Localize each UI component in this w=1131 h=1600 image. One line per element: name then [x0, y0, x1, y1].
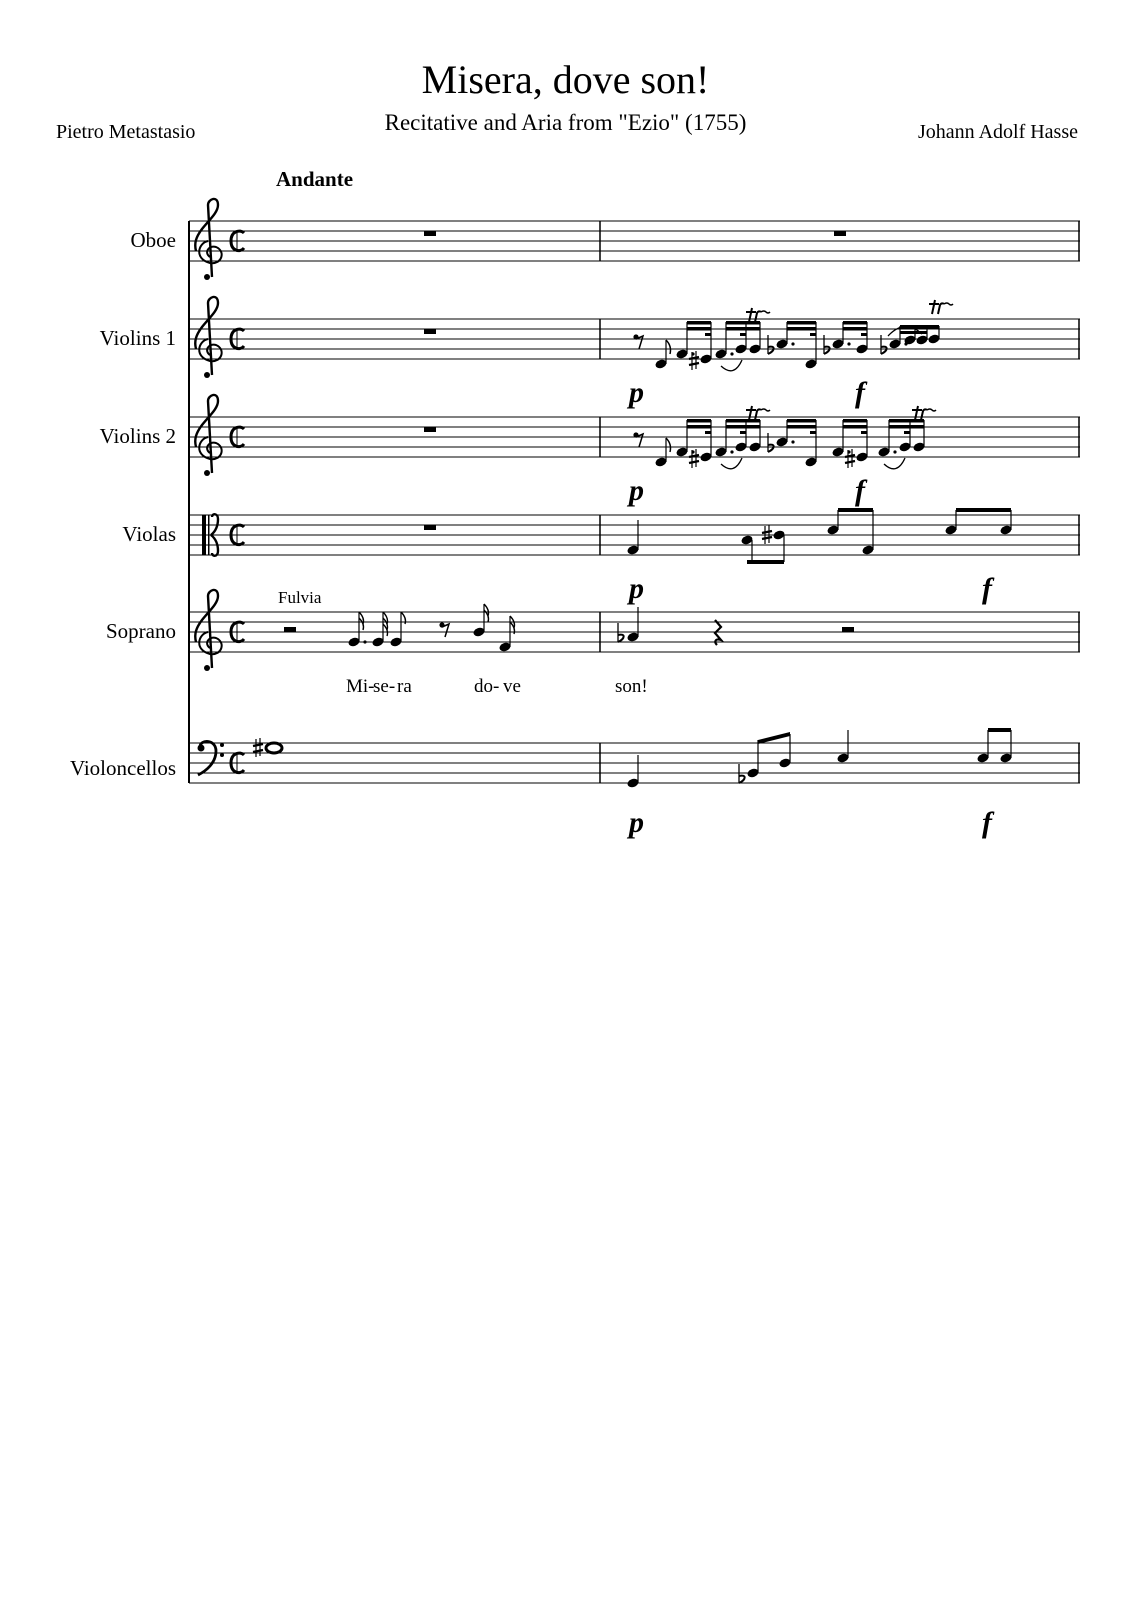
dynamic-forte: f: [982, 806, 992, 839]
dynamic-forte: f: [855, 376, 865, 409]
lyric-syllable: Mi-: [346, 676, 375, 697]
half-rest: [842, 627, 854, 632]
bass-clef-icon: [198, 741, 225, 775]
beam-group: [881, 300, 953, 354]
beam-group: [976, 728, 1012, 764]
whole-rest: [424, 329, 436, 334]
dynamic-forte: f: [982, 572, 992, 605]
whole-rest: [834, 231, 846, 236]
dynamic-piano: p: [629, 474, 644, 507]
lyrics: [346, 676, 648, 697]
trill-icon: [912, 406, 936, 420]
trill-icon: [929, 300, 953, 314]
staff-label-oboe: Oboe: [130, 228, 176, 252]
dynamic-forte: f: [855, 474, 865, 507]
beam-group: [768, 419, 818, 468]
dynamics: [626, 376, 995, 839]
poet-credit: Pietro Metastasio: [56, 121, 196, 143]
beam-group: [675, 321, 712, 370]
staff-label-violins1: Violins 1: [99, 326, 176, 350]
staff-violas: [189, 508, 1080, 564]
trill-icon: [746, 308, 770, 322]
staff-label-violoncellos: Violoncellos: [69, 756, 176, 780]
staff-label-violas: Violas: [122, 522, 176, 546]
sixteenth-rest: [633, 432, 643, 447]
whole-rest: [424, 427, 436, 432]
beam-group: [768, 321, 818, 370]
beam-group: [831, 419, 868, 468]
staff-label-soprano: Soprano: [106, 619, 176, 643]
lyric-syllable: do-: [474, 676, 500, 697]
whole-note: [266, 743, 282, 753]
staff-violoncellos: [189, 728, 1080, 789]
tempo-marking: Andante: [276, 167, 354, 191]
staff-label-violins2: Violins 2: [99, 424, 176, 448]
lyric-syllable: son!: [615, 676, 648, 697]
beam-group: [824, 321, 869, 355]
treble-clef-icon: [195, 590, 221, 671]
staff-violins1: [189, 297, 1080, 378]
score-subtitle: Recitative and Aria from "Ezio" (1755): [384, 110, 747, 135]
treble-clef-icon: [195, 297, 221, 378]
treble-clef-icon: [195, 199, 221, 280]
dynamic-piano: p: [629, 806, 644, 839]
beam-group: [739, 732, 792, 783]
character-name: Fulvia: [278, 588, 322, 607]
whole-rest: [424, 231, 436, 236]
beam-group: [675, 419, 712, 468]
whole-rest: [424, 525, 436, 530]
staff-oboe: [189, 199, 1080, 280]
score-title: Misera, dove son!: [421, 57, 710, 102]
composer-credit: Johann Adolf Hasse: [918, 121, 1078, 143]
eighth-rest: [439, 622, 449, 637]
sixteenth-rest: [633, 334, 643, 349]
trill-icon: [746, 406, 770, 420]
beam-group: [944, 508, 1012, 536]
dynamic-piano: p: [629, 376, 644, 409]
dynamic-piano: p: [629, 572, 644, 605]
treble-clef-icon: [195, 395, 221, 476]
lyric-syllable: ve: [503, 676, 521, 697]
lyric-syllable: ra: [397, 676, 412, 697]
lyric-syllable: se-: [373, 676, 396, 697]
half-rest: [284, 627, 296, 632]
